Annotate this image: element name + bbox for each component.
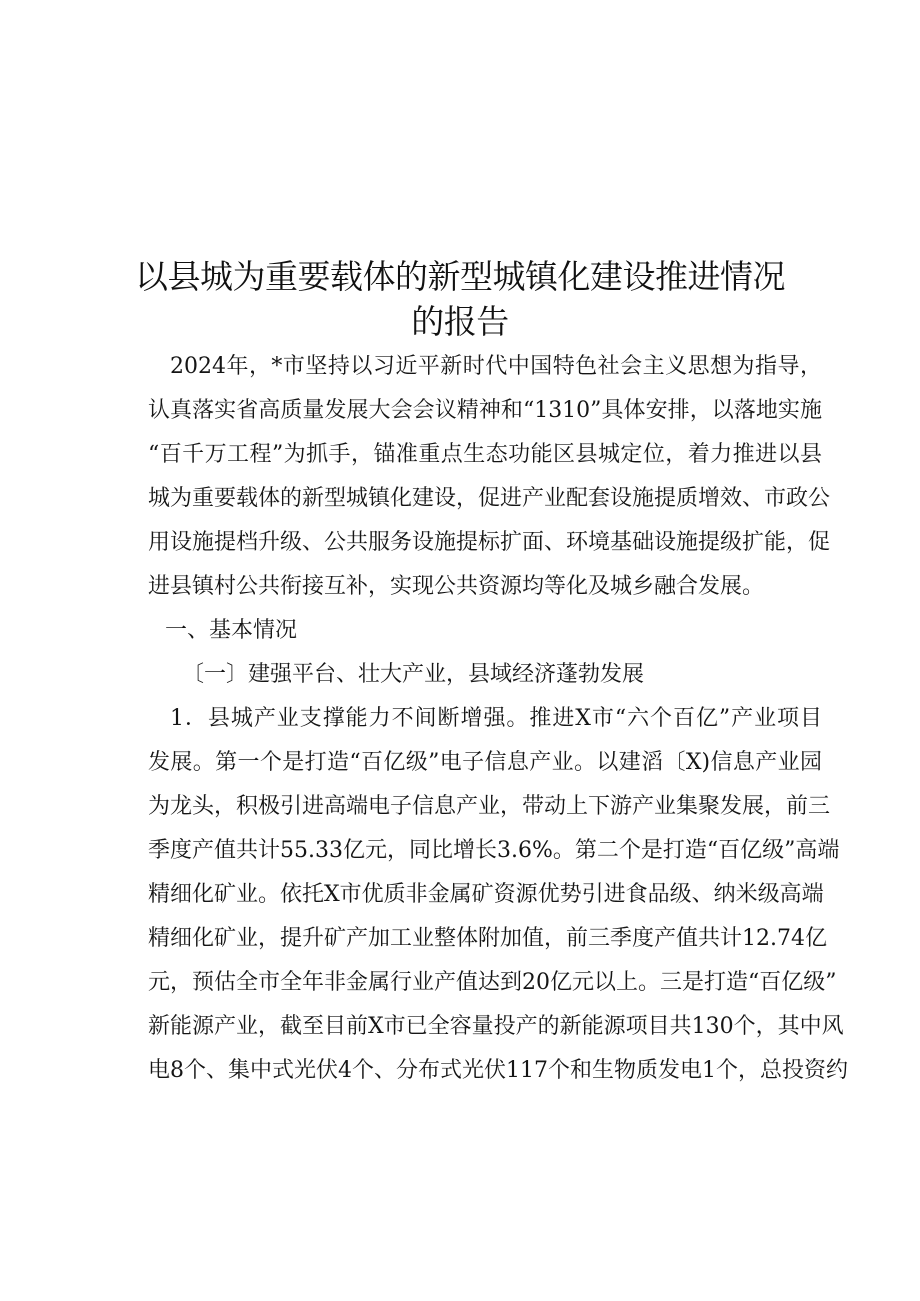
body-paragraph-line-5: 精细化矿业。依托X市优质非金属矿资源优势引进食品级、纳米级高端 bbox=[148, 882, 824, 907]
body-paragraph-line-7: 元，预估全市全年非金属行业产值达到20亿元以上。三是打造“百亿级” bbox=[148, 970, 837, 995]
body-paragraph-line-2: 发展。第一个是打造“百亿级”电子信息产业。以建滔〔X)信息产业园 bbox=[148, 750, 822, 775]
body-paragraph-line-3: 为龙头，积极引进高端电子信息产业，带动上下游产业集聚发展，前三 bbox=[148, 794, 831, 819]
document-title-line-1: 以县城为重要载体的新型城镇化建设推进情况 bbox=[135, 257, 785, 296]
section-heading: 一、基本情况 bbox=[165, 618, 298, 643]
body-paragraph-line-4: 季度产值共计55.33亿元，同比增长3.6%。第二个是打造“百亿级”高端 bbox=[148, 838, 840, 863]
intro-paragraph-line-6: 进县镇村公共衔接互补，实现公共资源均等化及城乡融合发展。 bbox=[148, 574, 765, 599]
body-paragraph-line-6: 精细化矿业，提升矿产加工业整体附加值，前三季度产值共计12.74亿 bbox=[148, 926, 827, 951]
intro-paragraph-line-5: 用设施提档升级、公共服务设施提标扩面、环境基础设施提级扩能，促 bbox=[148, 530, 831, 555]
intro-paragraph-line-3: “百千万工程”为抓手，锚准重点生态功能区县城定位，着力推进以县 bbox=[148, 442, 822, 467]
body-paragraph-line-9: 电8个、集中式光伏4个、分布式光伏117个和生物质发电1个，总投资约 bbox=[148, 1058, 848, 1083]
intro-paragraph-line-1: 2024年，*市坚持以习近平新时代中国特色社会主义思想为指导， bbox=[170, 354, 822, 379]
document-title-line-2: 的报告 bbox=[411, 302, 509, 341]
subsection-heading: 〔一〕建强平台、壮大产业，县域经济蓬勃发展 bbox=[182, 662, 645, 687]
intro-paragraph-line-4: 城为重要载体的新型城镇化建设，促进产业配套设施提质增效、市政公 bbox=[148, 486, 831, 511]
body-paragraph-line-1: 1．县城产业支撑能力不间断增强。推进X市“六个百亿”产业项目 bbox=[170, 706, 822, 731]
body-paragraph-line-8: 新能源产业，截至目前X市已全容量投产的新能源项目共130个，其中风 bbox=[148, 1014, 844, 1039]
intro-paragraph-line-2: 认真落实省高质量发展大会会议精神和“1310”具体安排，以落地实施 bbox=[148, 398, 822, 423]
